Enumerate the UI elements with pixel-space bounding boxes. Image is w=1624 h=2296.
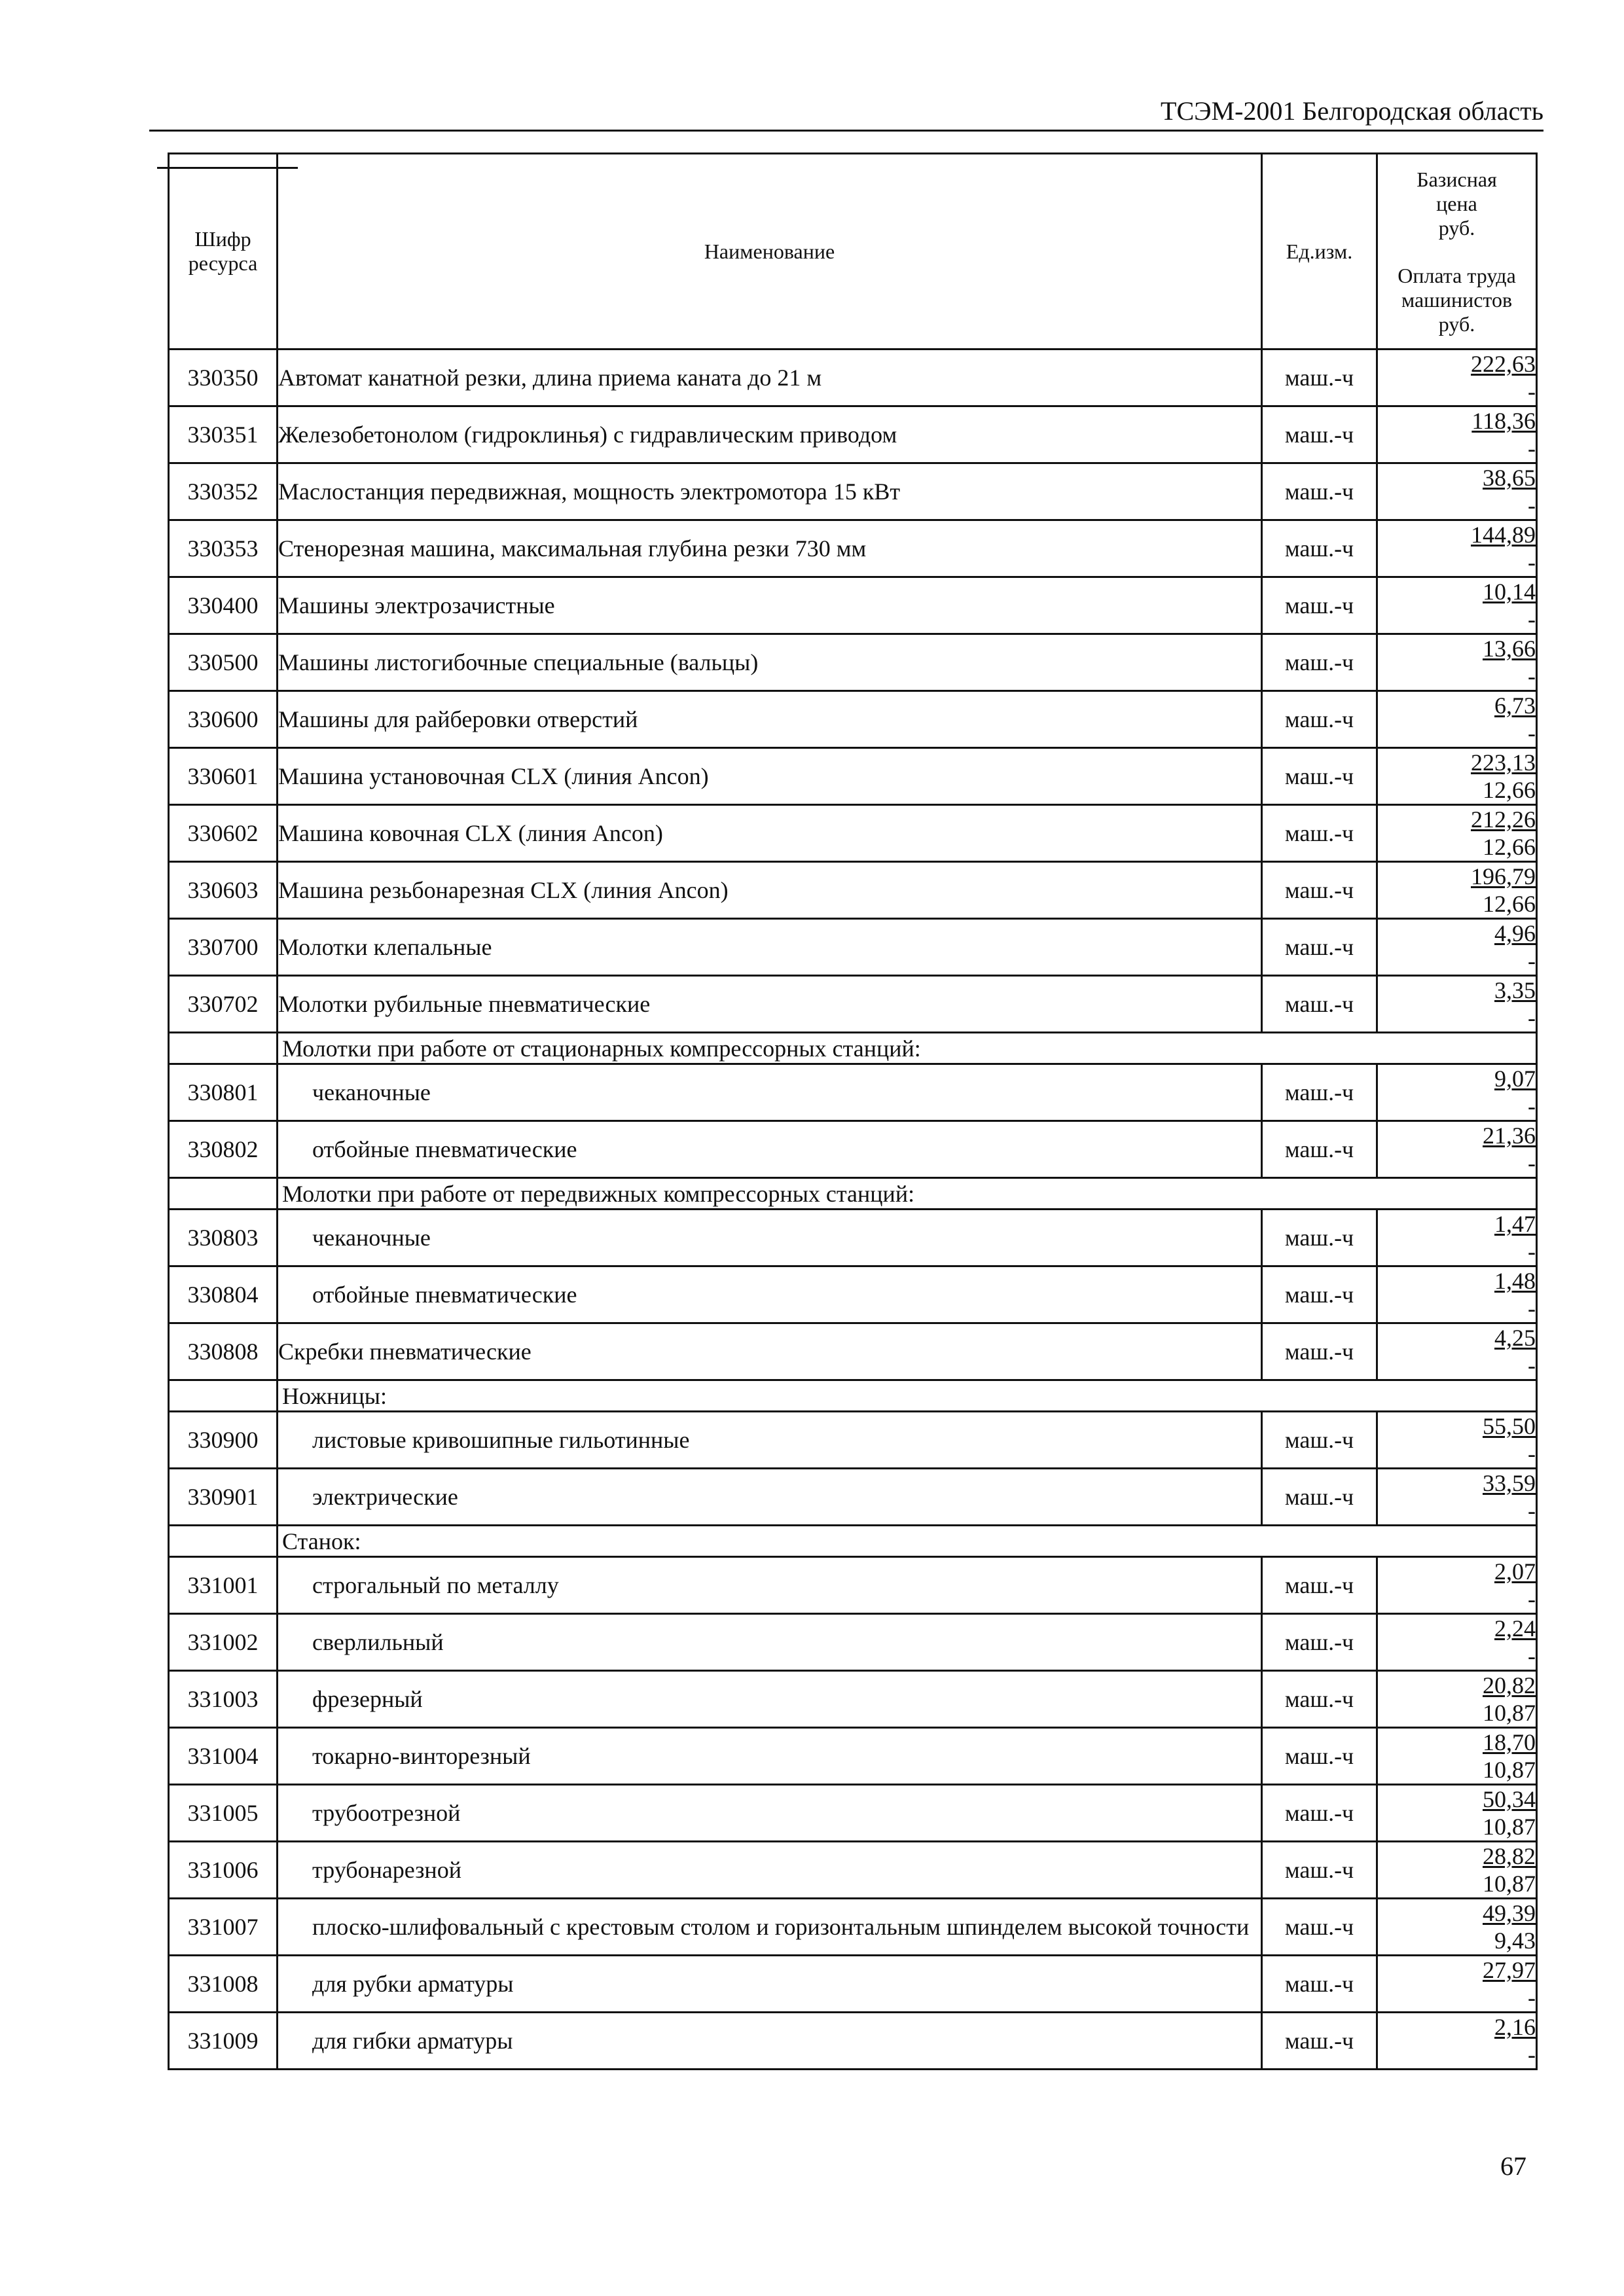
table-row <box>169 1469 1537 1526</box>
operator-pay: - <box>1528 1643 1536 1669</box>
table-row <box>169 2013 1537 2070</box>
price-cell <box>1377 350 1537 406</box>
group-heading-row <box>169 1033 1537 1064</box>
table-row <box>169 1064 1537 1121</box>
price-cell <box>1377 862 1537 919</box>
resource-name: чеканочные <box>278 1210 1262 1266</box>
resource-name: листовые кривошипные гильотинные <box>278 1412 1262 1469</box>
resource-code: 330601 <box>169 748 278 805</box>
resource-name: Маслостанция передвижная, мощность электромотора 15 кВт <box>278 463 1262 520</box>
resource-code: 331009 <box>169 2013 278 2070</box>
table-body <box>169 350 1537 2070</box>
resource-name: Молотки рубильные пневматические <box>278 976 1262 1033</box>
resource-name: трубоотрезной <box>278 1785 1262 1842</box>
operator-pay: 10,87 <box>1483 1814 1536 1840</box>
price-cell <box>1377 1671 1537 1728</box>
table-row <box>169 1557 1537 1614</box>
table-row <box>169 463 1537 520</box>
operator-pay: - <box>1528 606 1536 632</box>
base-price: 9,07 <box>1494 1066 1536 1092</box>
base-price: 118,36 <box>1471 408 1536 434</box>
group-code-cell <box>169 1526 278 1557</box>
table-row <box>169 406 1537 463</box>
resource-code: 330808 <box>169 1323 278 1380</box>
unit-of-measure: маш.-ч <box>1262 463 1377 520</box>
resource-name: фрезерный <box>278 1671 1262 1728</box>
unit-of-measure: маш.-ч <box>1262 1121 1377 1178</box>
resource-name: строгальный по металлу <box>278 1557 1262 1614</box>
resource-name: Молотки клепальные <box>278 919 1262 976</box>
unit-of-measure: маш.-ч <box>1262 1412 1377 1469</box>
group-heading-row <box>169 1380 1537 1412</box>
base-price: 21,36 <box>1483 1122 1536 1149</box>
operator-pay: - <box>1528 435 1536 461</box>
resource-code: 331003 <box>169 1671 278 1728</box>
group-heading: Ножницы: <box>278 1380 1537 1412</box>
base-price: 38,65 <box>1483 465 1536 491</box>
resource-code: 330603 <box>169 862 278 919</box>
resource-name: Машина ковочная CLX (линия Ancon) <box>278 805 1262 862</box>
resource-code: 330801 <box>169 1064 278 1121</box>
operator-pay: - <box>1528 492 1536 518</box>
price-cell <box>1377 691 1537 748</box>
price-cell <box>1377 1956 1537 2013</box>
price-cell <box>1377 748 1537 805</box>
resource-name: плоско-шлифовальный с крестовым столом и горизонтальным шпинделем высокой точности <box>278 1899 1262 1956</box>
base-price: 28,82 <box>1483 1843 1536 1869</box>
resource-code: 331007 <box>169 1899 278 1956</box>
table-header-row <box>169 154 1537 350</box>
table-row <box>169 1323 1537 1380</box>
resource-name: Машина установочная CLX (линия Ancon) <box>278 748 1262 805</box>
table-row <box>169 1728 1537 1785</box>
base-price: 13,66 <box>1483 636 1536 662</box>
operator-pay: - <box>1528 1005 1536 1031</box>
resource-code: 330351 <box>169 406 278 463</box>
unit-of-measure: маш.-ч <box>1262 748 1377 805</box>
resource-code: 330400 <box>169 577 278 634</box>
resource-name: сверлильный <box>278 1614 1262 1671</box>
operator-pay: 10,87 <box>1483 1871 1536 1897</box>
resource-code: 330804 <box>169 1266 278 1323</box>
unit-of-measure: маш.-ч <box>1262 406 1377 463</box>
table-row <box>169 1956 1537 2013</box>
price-cell <box>1377 1121 1537 1178</box>
column-header-code: Шифр ресурса <box>169 154 278 350</box>
operator-pay: 10,87 <box>1483 1700 1536 1726</box>
table-row <box>169 1412 1537 1469</box>
unit-of-measure: маш.-ч <box>1262 634 1377 691</box>
resource-code: 330500 <box>169 634 278 691</box>
resource-code: 331004 <box>169 1728 278 1785</box>
unit-of-measure: маш.-ч <box>1262 1323 1377 1380</box>
column-header-name: Наименование <box>278 154 1262 350</box>
operator-pay: - <box>1528 1295 1536 1321</box>
resource-name: Железобетонолом (гидроклинья) с гидравлическим приводом <box>278 406 1262 463</box>
unit-of-measure: маш.-ч <box>1262 1671 1377 1728</box>
base-price: 222,63 <box>1471 351 1536 377</box>
price-cell <box>1377 1412 1537 1469</box>
price-cell <box>1377 1557 1537 1614</box>
unit-of-measure: маш.-ч <box>1262 1842 1377 1899</box>
resource-code: 330350 <box>169 350 278 406</box>
price-cell <box>1377 1210 1537 1266</box>
operator-pay: - <box>1528 663 1536 689</box>
base-price: 4,25 <box>1494 1325 1536 1351</box>
resource-name: Скребки пневматические <box>278 1323 1262 1380</box>
unit-of-measure: маш.-ч <box>1262 691 1377 748</box>
resource-code: 331006 <box>169 1842 278 1899</box>
resource-code: 330602 <box>169 805 278 862</box>
price-cell <box>1377 1323 1537 1380</box>
price-cell <box>1377 634 1537 691</box>
resource-name: отбойные пневматические <box>278 1266 1262 1323</box>
table-row <box>169 1210 1537 1266</box>
unit-of-measure: маш.-ч <box>1262 1614 1377 1671</box>
operator-pay: 12,66 <box>1483 834 1536 860</box>
operator-pay: - <box>1528 1238 1536 1265</box>
table-row <box>169 1842 1537 1899</box>
base-price: 50,34 <box>1483 1786 1536 1812</box>
resource-code: 330901 <box>169 1469 278 1526</box>
unit-of-measure: маш.-ч <box>1262 1210 1377 1266</box>
resource-name: Машины для райберовки отверстий <box>278 691 1262 748</box>
resource-name: Машина резьбонарезная CLX (линия Ancon) <box>278 862 1262 919</box>
resource-name: Автомат канатной резки, длина приема каната до 21 м <box>278 350 1262 406</box>
base-price: 2,16 <box>1494 2014 1536 2040</box>
price-cell <box>1377 1469 1537 1526</box>
base-price: 10,14 <box>1483 579 1536 605</box>
resource-name: токарно-винторезный <box>278 1728 1262 1785</box>
operator-pay: - <box>1528 1352 1536 1378</box>
operator-pay: - <box>1528 1984 1536 2011</box>
base-price: 1,48 <box>1494 1268 1536 1294</box>
resource-table <box>168 152 1538 2070</box>
operator-pay: - <box>1528 2041 1536 2068</box>
operator-pay: - <box>1528 1441 1536 1467</box>
operator-pay: - <box>1528 1586 1536 1612</box>
base-price: 144,89 <box>1471 522 1536 548</box>
unit-of-measure: маш.-ч <box>1262 919 1377 976</box>
table-row <box>169 1899 1537 1956</box>
base-price: 49,39 <box>1483 1900 1536 1926</box>
price-cell <box>1377 2013 1537 2070</box>
resource-name: чеканочные <box>278 1064 1262 1121</box>
price-cell <box>1377 1899 1537 1956</box>
table-row <box>169 1121 1537 1178</box>
table-row <box>169 1671 1537 1728</box>
base-price: 2,24 <box>1494 1615 1536 1641</box>
price-cell <box>1377 577 1537 634</box>
unit-of-measure: маш.-ч <box>1262 1557 1377 1614</box>
column-header-price: Базисная цена руб. Оплата труда машинистов руб. <box>1377 154 1537 350</box>
table-row <box>169 520 1537 577</box>
table-row <box>169 919 1537 976</box>
unit-of-measure: маш.-ч <box>1262 1899 1377 1956</box>
resource-code: 330900 <box>169 1412 278 1469</box>
resource-code: 330352 <box>169 463 278 520</box>
group-heading-row <box>169 1526 1537 1557</box>
operator-pay: - <box>1528 1498 1536 1524</box>
base-price: 4,96 <box>1494 920 1536 946</box>
resource-name: электрические <box>278 1469 1262 1526</box>
base-price: 212,26 <box>1471 806 1536 833</box>
operator-pay: 9,43 <box>1494 1928 1536 1954</box>
base-price: 1,47 <box>1494 1211 1536 1237</box>
base-price: 27,97 <box>1483 1957 1536 1983</box>
price-cell <box>1377 1064 1537 1121</box>
resource-name: трубонарезной <box>278 1842 1262 1899</box>
resource-name: для гибки арматуры <box>278 2013 1262 2070</box>
price-cell <box>1377 1614 1537 1671</box>
base-price: 6,73 <box>1494 692 1536 719</box>
base-price: 33,59 <box>1483 1470 1536 1496</box>
unit-of-measure: маш.-ч <box>1262 350 1377 406</box>
group-code-cell <box>169 1380 278 1412</box>
price-cell <box>1377 520 1537 577</box>
table-row <box>169 862 1537 919</box>
group-heading: Молотки при работе от передвижных компрессорных станций: <box>278 1178 1537 1210</box>
resource-code: 331001 <box>169 1557 278 1614</box>
column-header-unit: Ед.изм. <box>1262 154 1377 350</box>
table-row <box>169 1266 1537 1323</box>
page-header <box>149 92 1543 132</box>
resource-name: отбойные пневматические <box>278 1121 1262 1178</box>
group-heading: Станок: <box>278 1526 1537 1557</box>
group-heading-row <box>169 1178 1537 1210</box>
resource-code: 330600 <box>169 691 278 748</box>
page-number: 67 <box>1500 2151 1526 2181</box>
price-cell <box>1377 1728 1537 1785</box>
operator-pay: - <box>1528 720 1536 746</box>
base-price: 20,82 <box>1483 1672 1536 1698</box>
resource-code: 331002 <box>169 1614 278 1671</box>
table-row <box>169 976 1537 1033</box>
resource-code: 330700 <box>169 919 278 976</box>
resource-name: Стенорезная машина, максимальная глубина резки 730 мм <box>278 520 1262 577</box>
unit-of-measure: маш.-ч <box>1262 1728 1377 1785</box>
operator-pay: - <box>1528 549 1536 575</box>
unit-of-measure: маш.-ч <box>1262 1956 1377 2013</box>
unit-of-measure: маш.-ч <box>1262 1064 1377 1121</box>
unit-of-measure: маш.-ч <box>1262 862 1377 919</box>
base-price: 3,35 <box>1494 977 1536 1003</box>
operator-pay: 12,66 <box>1483 777 1536 803</box>
price-cell <box>1377 463 1537 520</box>
resource-code: 331008 <box>169 1956 278 2013</box>
base-price: 18,70 <box>1483 1729 1536 1755</box>
operator-pay: - <box>1528 1093 1536 1119</box>
operator-pay: 10,87 <box>1483 1757 1536 1783</box>
resource-name: для рубки арматуры <box>278 1956 1262 2013</box>
unit-of-measure: маш.-ч <box>1262 1469 1377 1526</box>
resource-code: 330353 <box>169 520 278 577</box>
price-cell <box>1377 805 1537 862</box>
price-cell <box>1377 1266 1537 1323</box>
table-row <box>169 1785 1537 1842</box>
resource-name: Машины листогибочные специальные (вальцы) <box>278 634 1262 691</box>
price-cell <box>1377 919 1537 976</box>
unit-of-measure: маш.-ч <box>1262 1785 1377 1842</box>
unit-of-measure: маш.-ч <box>1262 577 1377 634</box>
resource-code: 330702 <box>169 976 278 1033</box>
base-price: 2,07 <box>1494 1558 1536 1585</box>
operator-pay: - <box>1528 948 1536 974</box>
table-row <box>169 350 1537 406</box>
unit-of-measure: маш.-ч <box>1262 805 1377 862</box>
unit-of-measure: маш.-ч <box>1262 520 1377 577</box>
table-row <box>169 1614 1537 1671</box>
resource-code: 330803 <box>169 1210 278 1266</box>
table-row <box>169 691 1537 748</box>
unit-of-measure: маш.-ч <box>1262 2013 1377 2070</box>
group-code-cell <box>169 1033 278 1064</box>
group-heading: Молотки при работе от стационарных компрессорных станций: <box>278 1033 1537 1064</box>
resource-code: 330802 <box>169 1121 278 1178</box>
price-cell <box>1377 1842 1537 1899</box>
group-code-cell <box>169 1178 278 1210</box>
price-cell <box>1377 976 1537 1033</box>
unit-of-measure: маш.-ч <box>1262 976 1377 1033</box>
price-cell <box>1377 406 1537 463</box>
table-row <box>169 577 1537 634</box>
operator-pay: 12,66 <box>1483 891 1536 917</box>
document-title: ТСЭМ-2001 Белгородская область <box>1161 96 1543 126</box>
resource-name: Машины электрозачистные <box>278 577 1262 634</box>
resource-code: 331005 <box>169 1785 278 1842</box>
table-row <box>169 748 1537 805</box>
base-price: 196,79 <box>1471 863 1536 889</box>
price-cell <box>1377 1785 1537 1842</box>
operator-pay: - <box>1528 1150 1536 1176</box>
unit-of-measure: маш.-ч <box>1262 1266 1377 1323</box>
table-row <box>169 805 1537 862</box>
base-price: 223,13 <box>1471 749 1536 776</box>
table-row <box>169 634 1537 691</box>
operator-pay: - <box>1528 378 1536 404</box>
base-price: 55,50 <box>1483 1413 1536 1439</box>
